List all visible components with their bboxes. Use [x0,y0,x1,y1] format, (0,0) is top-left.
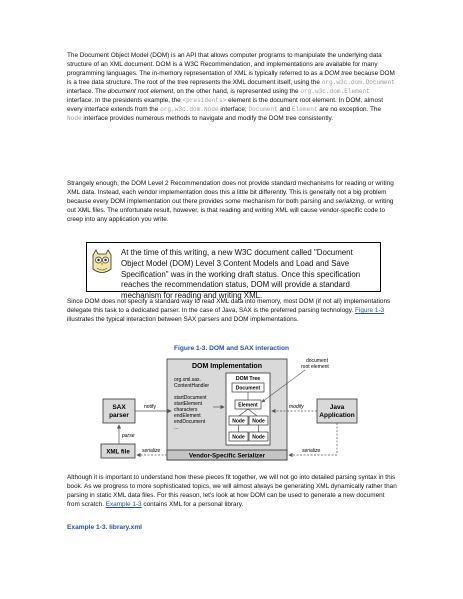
text: , or writing out XML files. The unfortunate result, however, is that reading and writing XML will cause vendor-specific code to creep into any application you write. [67,197,394,223]
code-node: org.w3c.dom.Node [160,105,219,113]
code-document: org.w3c.dom.Document [321,78,395,86]
text: and [277,105,292,113]
note-box [86,242,381,301]
text: interface; [218,105,249,113]
node-label-4: Node [252,434,265,441]
text: interface provides numerous methods to navigate and modify the DOM tree consistently. [81,114,334,122]
method-startdocument: startDocument [174,395,207,401]
text: The Document Object Model (DOM) is an API that allows computer programs to manipulate the underlying data structure of an XML document. DOM is a W3C Recommendation, and implementations are available for many programming languages. The in-memory representation of XML is typically referred to as a [67,52,382,77]
java-app-label-2: Application [319,412,355,419]
text: Strangely enough, the DOM Level 2 Recommendation does not provide standard mechanisms for reading or writing XML data. Instead, each vendor implementation does this a little bit differently. This is generally not a big problem because every DOM implementation out there provides some mechanism for both parsing and [67,180,394,205]
text: illustrates the typical interaction between SAX parsers and DOM implementations. [67,315,299,323]
code-presidents: <presidents> [182,96,227,104]
serialize-right-label: serialize [302,448,321,454]
owl-note-icon [91,249,113,277]
dom-implementation-label: DOM Implementation [191,363,263,370]
term-document-root-element: document root element [107,87,174,95]
example-caption: Example 1-3. library.xml [67,524,143,531]
figure-caption: Figure 1-3. DOM and SAX interaction [173,345,290,352]
node-label-1: Node [232,418,245,425]
java-app-label-1: Java [329,404,345,411]
method-startelement: startElement [174,401,203,407]
code-document-short: Document [248,105,278,113]
xml-file-label: XML file [106,448,130,456]
element-node-label: Element [238,402,258,409]
dom-tree-label: DOM Tree [235,376,261,382]
serializer-label: Vendor-Specific Serializer [189,452,265,460]
text: , on the other hand, is represented using the [173,87,301,95]
link-figure-1-3[interactable]: Figure 1-3 [355,306,385,314]
code-element-short: Element [291,105,318,113]
text: are no exception. The [317,105,382,113]
notify-label: notify [144,404,156,410]
parse-label: parse [122,433,135,439]
method-endelement: endElement [174,413,201,419]
sax-parser-label-1: SAX [112,404,126,411]
node-label-3: Node [232,434,245,441]
root-callout-line-1: document [306,358,328,364]
paragraph-dom-level2 [67,180,397,225]
handler-line-1: org.xml.sax. [174,377,201,383]
serialize-left-label: serialize [142,448,161,454]
text: contains XML for a personal library. [141,500,244,508]
text: element is the document root element. In DOM, almost every interface extends from the [67,96,383,113]
text: interface. In the presidents example, the [67,96,183,104]
text: because DOM is a tree data structure. The root of the tree represents the XML document itself, using the [67,69,395,86]
text: Although it is important to understand how these pieces fit together, we will not go into detailed parsing syntax in this book. As we progress to more sophisticated topics, we will almost always be generating XML dynamically rather than parsing in static XML data files. For this reason, let's look at how DOM can be used to generate a new document from scratch. [67,474,397,508]
modify-label: modify [289,404,304,410]
text: interface. The [67,87,108,95]
method-characters: characters [174,407,198,413]
root-callout-line-2: root element [301,364,329,370]
paragraph-dom-intro [67,52,397,124]
code-node-short: Node [67,114,82,122]
term-serializing: serializing [335,197,364,205]
sax-parser-label-2: parser [109,412,129,419]
handler-line-2: ContentHandler [174,383,210,389]
method-enddocument: endDocument [174,419,206,425]
code-element: org.w3c.dom.Element [300,87,370,95]
note-text: At the time of this writing, a new W3C document called "Document Object Model (DOM) Level 3 Content Models and Load and Save Specification" was in the working draft status. Once this specification reaches the recommendation status, DOM will provide a standard mechanism for reading and writing XML. [121,248,361,301]
document-node-label: Document [235,385,261,392]
node-label-2: Node [252,418,265,425]
term-dom-tree: DOM tree [324,69,353,77]
java-application-box [317,399,357,423]
text: Since DOM does not specify a standard way to read XML data into memory, most DOM (if not all) implementations delegate this task to a dedicated parser. In the case of Java, SAX is the preferred parsing technology. [67,298,391,314]
sax-parser-box [103,399,135,423]
paragraph-generate-xml [67,474,397,510]
method-ellipsis: ... [174,425,179,431]
paragraph-sax-parsers [67,298,397,325]
dom-sax-diagram [95,355,375,470]
link-example-1-3[interactable]: Example 1-3 [105,500,142,508]
